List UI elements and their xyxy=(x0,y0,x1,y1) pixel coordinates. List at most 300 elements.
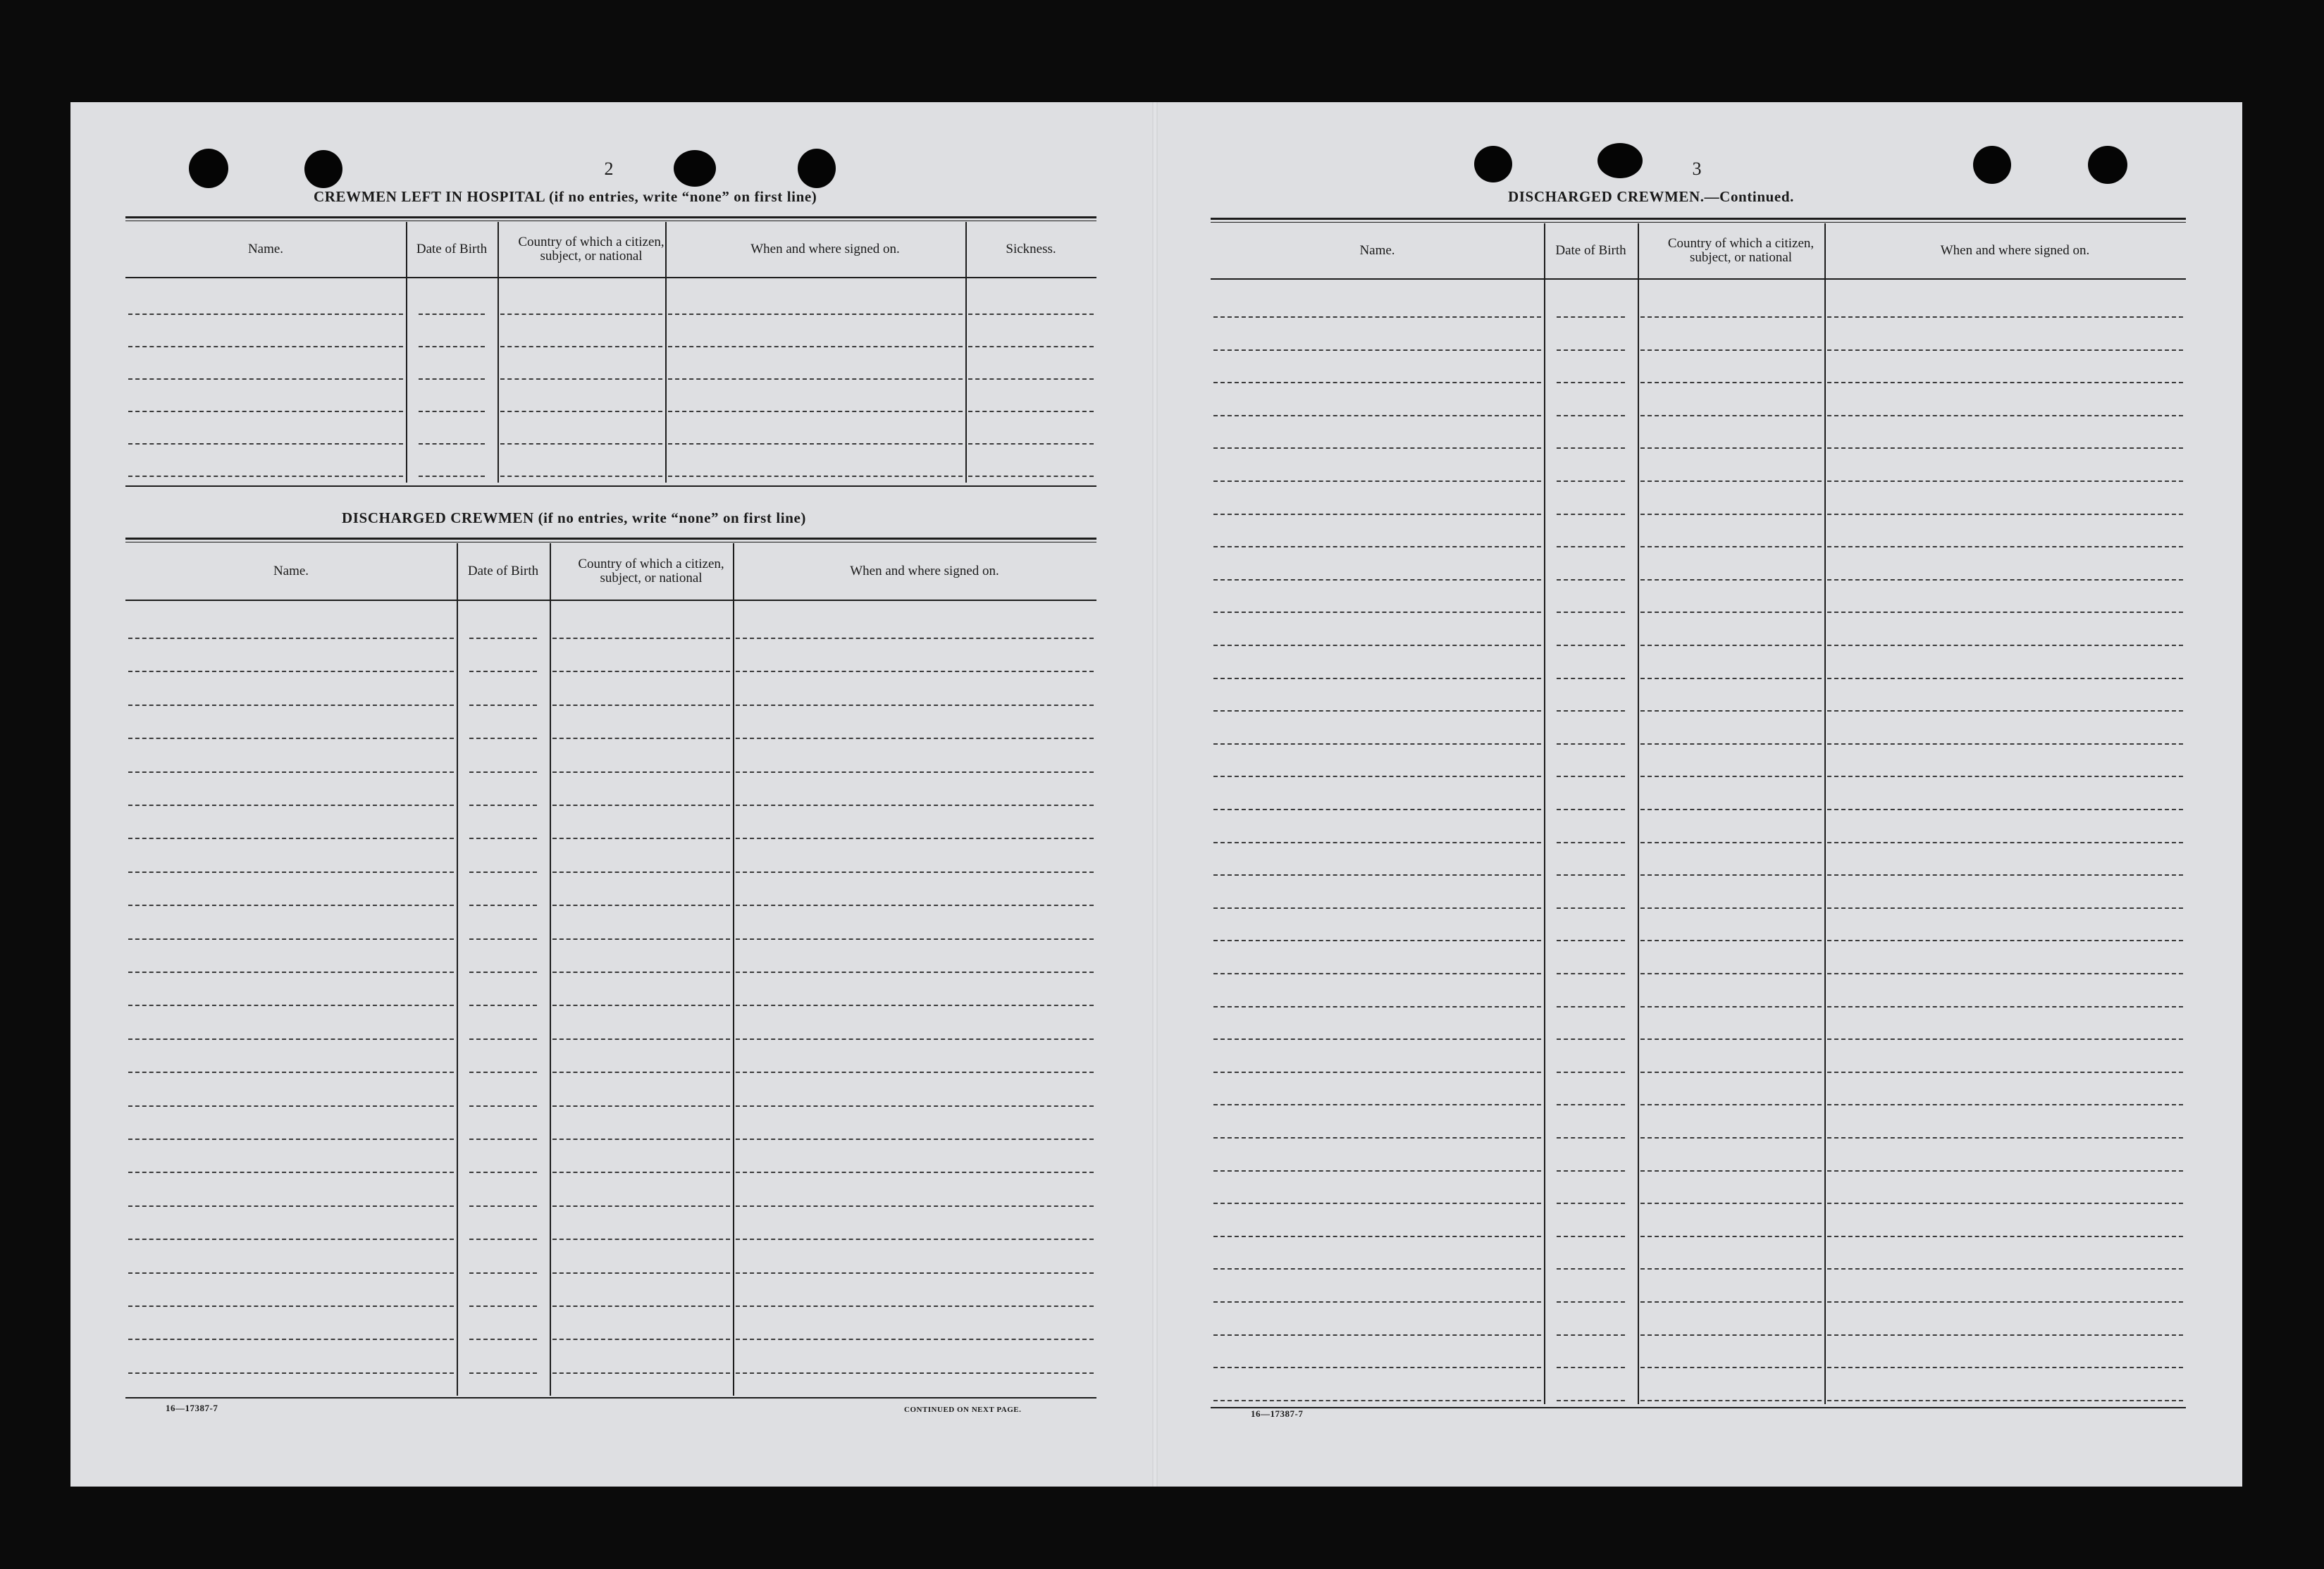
entry-line xyxy=(668,378,963,380)
entry-line xyxy=(1827,1203,2183,1204)
entry-line xyxy=(736,671,1094,672)
column-header: When and where signed on. xyxy=(1940,243,2090,258)
column-header: Country of which a citizen, subject, or national xyxy=(518,235,665,263)
form-number: 16—17387-7 xyxy=(1251,1408,1304,1419)
entry-line xyxy=(1213,1072,1541,1073)
entry-line xyxy=(968,476,1094,477)
entry-line xyxy=(552,972,730,973)
entry-line xyxy=(1827,678,2183,679)
entry-line xyxy=(469,972,537,973)
entry-line xyxy=(1827,1038,2183,1040)
entry-line xyxy=(736,1172,1094,1173)
entry-line xyxy=(469,838,537,839)
entry-line xyxy=(1827,1137,2183,1139)
entry-line xyxy=(1557,514,1625,515)
entry-line xyxy=(1557,1301,1625,1303)
entry-line xyxy=(128,972,454,973)
entry-line xyxy=(1640,1268,1822,1270)
entry-line xyxy=(1213,1236,1541,1237)
entry-line xyxy=(1557,1072,1625,1073)
entry-line xyxy=(128,1038,454,1040)
entry-line xyxy=(1827,874,2183,876)
entry-line xyxy=(1640,1203,1822,1204)
document-spread xyxy=(70,102,2242,1487)
entry-line xyxy=(1827,1334,2183,1336)
entry-line xyxy=(128,872,454,873)
entry-line xyxy=(1640,907,1822,909)
entry-line xyxy=(1557,1104,1625,1105)
continued-section-title: DISCHARGED CREWMEN.—Continued. xyxy=(1508,188,1794,205)
entry-line xyxy=(469,1205,537,1207)
entry-line xyxy=(128,1005,454,1006)
entry-line xyxy=(1640,1104,1822,1105)
entry-line xyxy=(128,805,454,806)
entry-line xyxy=(552,838,730,839)
entry-line xyxy=(1827,612,2183,613)
entry-line xyxy=(1640,1038,1822,1040)
entry-line xyxy=(1213,678,1541,679)
entry-line xyxy=(968,411,1094,412)
entry-line xyxy=(1557,1038,1625,1040)
entry-line xyxy=(1827,710,2183,712)
entry-line xyxy=(469,872,537,873)
entry-line xyxy=(1557,1137,1625,1139)
entry-line xyxy=(469,805,537,806)
entry-line xyxy=(1557,907,1625,909)
entry-line xyxy=(1213,480,1541,482)
entry-line xyxy=(1827,907,2183,909)
entry-line xyxy=(1557,447,1625,449)
column-header: Name. xyxy=(1359,243,1395,258)
entry-line xyxy=(736,705,1094,706)
entry-line xyxy=(1213,1334,1541,1336)
entry-line xyxy=(469,1272,537,1274)
entry-line xyxy=(1557,1334,1625,1336)
entry-line xyxy=(1640,1400,1822,1401)
entry-line xyxy=(1640,1137,1822,1139)
form-number: 16—17387-7 xyxy=(166,1403,218,1413)
entry-line xyxy=(1557,546,1625,547)
entry-line xyxy=(552,1072,730,1073)
entry-line xyxy=(736,1239,1094,1240)
entry-line xyxy=(552,938,730,940)
entry-line xyxy=(128,1372,454,1374)
entry-line xyxy=(128,938,454,940)
entry-line xyxy=(1827,579,2183,581)
entry-line xyxy=(552,638,730,639)
entry-line xyxy=(128,1239,454,1240)
entry-line xyxy=(469,671,537,672)
entry-line xyxy=(1213,1301,1541,1303)
column-header: When and where signed on. xyxy=(850,564,999,578)
entry-line xyxy=(1640,940,1822,941)
entry-line xyxy=(1827,645,2183,646)
entry-line xyxy=(552,872,730,873)
column-header: Date of Birth xyxy=(416,242,488,256)
punch-hole xyxy=(1597,143,1643,178)
entry-line xyxy=(1640,1170,1822,1172)
entry-line xyxy=(1213,514,1541,515)
entry-line xyxy=(1557,415,1625,416)
entry-line xyxy=(736,805,1094,806)
hospital-section-title: CREWMEN LEFT IN HOSPITAL (if no entries, write “none” on first line) xyxy=(314,188,817,205)
entry-line xyxy=(736,1205,1094,1207)
entry-line xyxy=(736,1105,1094,1107)
entry-line xyxy=(1557,579,1625,581)
entry-line xyxy=(736,838,1094,839)
entry-line xyxy=(1213,1006,1541,1007)
entry-line xyxy=(552,771,730,773)
entry-line xyxy=(128,378,403,380)
entry-line xyxy=(469,1038,537,1040)
entry-line xyxy=(1827,1400,2183,1401)
entry-line xyxy=(736,1005,1094,1006)
entry-line xyxy=(128,314,403,315)
table-bottom-rule xyxy=(125,1397,1096,1399)
entry-line xyxy=(1827,546,2183,547)
entry-line xyxy=(1213,447,1541,449)
entry-line xyxy=(1557,1203,1625,1204)
continued-note: CONTINUED ON NEXT PAGE. xyxy=(904,1406,1022,1414)
entry-line xyxy=(552,705,730,706)
entry-line xyxy=(552,1272,730,1274)
right-page xyxy=(1156,102,2242,1487)
entry-line xyxy=(736,638,1094,639)
entry-line xyxy=(736,738,1094,739)
entry-line xyxy=(1213,316,1541,318)
column-divider xyxy=(550,543,551,1396)
entry-line xyxy=(1213,1367,1541,1368)
entry-line xyxy=(668,476,963,477)
entry-line xyxy=(736,1372,1094,1374)
column-header: Country of which a citizen, subject, or national xyxy=(578,557,724,585)
header-rule xyxy=(125,277,1096,278)
entry-line xyxy=(736,1139,1094,1140)
entry-line xyxy=(1827,1367,2183,1368)
entry-line xyxy=(1557,743,1625,745)
entry-line xyxy=(128,671,454,672)
entry-line xyxy=(1213,579,1541,581)
entry-line xyxy=(1640,415,1822,416)
entry-line xyxy=(552,1172,730,1173)
entry-line xyxy=(736,1038,1094,1040)
punch-hole xyxy=(189,149,228,188)
entry-line xyxy=(1827,973,2183,974)
entry-line xyxy=(1557,842,1625,843)
entry-line xyxy=(500,476,662,477)
entry-line xyxy=(1640,612,1822,613)
punch-hole xyxy=(798,149,836,188)
entry-line xyxy=(1827,809,2183,810)
entry-line xyxy=(1213,809,1541,810)
entry-line xyxy=(552,1205,730,1207)
entry-line xyxy=(1827,382,2183,383)
entry-line xyxy=(128,771,454,773)
entry-line xyxy=(128,1306,454,1307)
entry-line xyxy=(1827,1104,2183,1105)
punch-hole xyxy=(1474,146,1512,182)
entry-line xyxy=(1213,1400,1541,1401)
entry-line xyxy=(1213,382,1541,383)
entry-line xyxy=(128,411,403,412)
entry-line xyxy=(668,411,963,412)
entry-line xyxy=(419,411,485,412)
column-header: Country of which a citizen, subject, or national xyxy=(1667,236,1815,265)
discharged-section-title: DISCHARGED CREWMEN (if no entries, write “none” on first line) xyxy=(342,509,806,526)
entry-line xyxy=(552,671,730,672)
entry-line xyxy=(469,1072,537,1073)
entry-line xyxy=(552,738,730,739)
entry-line xyxy=(1640,874,1822,876)
entry-line xyxy=(1557,678,1625,679)
entry-line xyxy=(552,905,730,906)
entry-line xyxy=(128,1139,454,1140)
entry-line xyxy=(1640,1367,1822,1368)
entry-line xyxy=(1640,382,1822,383)
entry-line xyxy=(1827,316,2183,318)
entry-line xyxy=(469,1239,537,1240)
entry-line xyxy=(128,738,454,739)
entry-line xyxy=(1213,940,1541,941)
entry-line xyxy=(552,805,730,806)
entry-line xyxy=(1213,1038,1541,1040)
column-header: Name. xyxy=(273,564,309,578)
entry-line xyxy=(1557,1170,1625,1172)
entry-line xyxy=(128,1272,454,1274)
entry-line xyxy=(1827,514,2183,515)
entry-line xyxy=(1640,480,1822,482)
entry-line xyxy=(469,1139,537,1140)
entry-line xyxy=(552,1038,730,1040)
entry-line xyxy=(552,1239,730,1240)
entry-line xyxy=(128,1172,454,1173)
entry-line xyxy=(1557,940,1625,941)
table-top-rule xyxy=(125,538,1096,540)
entry-line xyxy=(552,1306,730,1307)
entry-line xyxy=(128,1105,454,1107)
entry-line xyxy=(1827,349,2183,351)
entry-line xyxy=(1640,1334,1822,1336)
entry-line xyxy=(1640,447,1822,449)
page-number: 3 xyxy=(1692,159,1702,179)
punch-hole xyxy=(304,150,342,188)
entry-line xyxy=(1557,1268,1625,1270)
entry-line xyxy=(469,638,537,639)
table-top-rule xyxy=(1211,222,2186,223)
table-bottom-rule xyxy=(125,485,1096,487)
entry-line xyxy=(736,771,1094,773)
entry-line xyxy=(736,1306,1094,1307)
entry-line xyxy=(736,1072,1094,1073)
entry-line xyxy=(968,314,1094,315)
entry-line xyxy=(128,476,403,477)
entry-line xyxy=(469,705,537,706)
entry-line xyxy=(1827,480,2183,482)
left-page xyxy=(70,102,1156,1487)
entry-line xyxy=(1640,710,1822,712)
entry-line xyxy=(1640,349,1822,351)
punch-hole xyxy=(2088,146,2127,184)
punch-hole xyxy=(1973,146,2011,184)
entry-line xyxy=(552,1105,730,1107)
entry-line xyxy=(500,411,662,412)
entry-line xyxy=(968,443,1094,445)
column-header: Name. xyxy=(247,242,284,256)
entry-line xyxy=(1557,612,1625,613)
entry-line xyxy=(1640,1072,1822,1073)
entry-line xyxy=(1827,1006,2183,1007)
entry-line xyxy=(1213,546,1541,547)
entry-line xyxy=(1827,447,2183,449)
entry-line xyxy=(1557,1236,1625,1237)
entry-line xyxy=(1213,776,1541,777)
entry-line xyxy=(1640,316,1822,318)
entry-line xyxy=(1213,1203,1541,1204)
entry-line xyxy=(128,638,454,639)
entry-line xyxy=(128,705,454,706)
entry-line xyxy=(419,378,485,380)
entry-line xyxy=(1557,710,1625,712)
entry-line xyxy=(1557,776,1625,777)
entry-line xyxy=(1640,514,1822,515)
entry-line xyxy=(668,314,963,315)
entry-line xyxy=(1213,874,1541,876)
column-divider xyxy=(1824,223,1826,1404)
entry-line xyxy=(500,314,662,315)
entry-line xyxy=(128,838,454,839)
column-divider xyxy=(1544,223,1545,1404)
entry-line xyxy=(1557,973,1625,974)
entry-line xyxy=(469,1172,537,1173)
entry-line xyxy=(1557,382,1625,383)
entry-line xyxy=(469,1306,537,1307)
entry-line xyxy=(128,1205,454,1207)
entry-line xyxy=(469,1005,537,1006)
header-rule xyxy=(1211,278,2186,280)
entry-line xyxy=(1640,1236,1822,1237)
entry-line xyxy=(1827,1268,2183,1270)
entry-line xyxy=(469,1105,537,1107)
header-rule xyxy=(125,600,1096,601)
entry-line xyxy=(469,938,537,940)
table-bottom-rule xyxy=(1211,1407,2186,1408)
entry-line xyxy=(968,346,1094,347)
entry-line xyxy=(736,905,1094,906)
entry-line xyxy=(552,1372,730,1374)
entry-line xyxy=(1640,1006,1822,1007)
entry-line xyxy=(469,1339,537,1340)
entry-line xyxy=(419,443,485,445)
entry-line xyxy=(469,738,537,739)
entry-line xyxy=(1557,316,1625,318)
entry-line xyxy=(1213,973,1541,974)
punch-hole xyxy=(674,150,716,187)
entry-line xyxy=(736,972,1094,973)
entry-line xyxy=(1640,776,1822,777)
entry-line xyxy=(128,905,454,906)
column-divider xyxy=(457,543,458,1396)
entry-line xyxy=(1640,645,1822,646)
page-number: 2 xyxy=(604,159,614,179)
entry-line xyxy=(1213,1137,1541,1139)
entry-line xyxy=(1213,1170,1541,1172)
entry-line xyxy=(1557,1006,1625,1007)
entry-line xyxy=(1557,1367,1625,1368)
entry-line xyxy=(1640,842,1822,843)
entry-line xyxy=(500,378,662,380)
entry-line xyxy=(552,1339,730,1340)
entry-line xyxy=(128,443,403,445)
entry-line xyxy=(1640,973,1822,974)
entry-line xyxy=(1827,743,2183,745)
entry-line xyxy=(552,1005,730,1006)
column-header: When and where signed on. xyxy=(750,242,900,256)
entry-line xyxy=(1557,809,1625,810)
entry-line xyxy=(419,476,485,477)
entry-line xyxy=(1213,907,1541,909)
column-divider xyxy=(1638,223,1639,1404)
entry-line xyxy=(1640,809,1822,810)
entry-line xyxy=(469,771,537,773)
entry-line xyxy=(469,905,537,906)
entry-line xyxy=(128,1072,454,1073)
entry-line xyxy=(128,346,403,347)
entry-line xyxy=(500,346,662,347)
entry-line xyxy=(128,1339,454,1340)
entry-line xyxy=(1213,842,1541,843)
entry-line xyxy=(1640,743,1822,745)
entry-line xyxy=(1557,874,1625,876)
entry-line xyxy=(736,938,1094,940)
entry-line xyxy=(552,1139,730,1140)
entry-line xyxy=(1213,349,1541,351)
entry-line xyxy=(1213,743,1541,745)
column-divider xyxy=(733,543,734,1396)
entry-line xyxy=(1213,415,1541,416)
entry-line xyxy=(736,1339,1094,1340)
entry-line xyxy=(1213,645,1541,646)
entry-line xyxy=(1827,1236,2183,1237)
column-header: Date of Birth xyxy=(467,564,539,578)
entry-line xyxy=(1213,1268,1541,1270)
entry-line xyxy=(1827,940,2183,941)
entry-line xyxy=(1827,1072,2183,1073)
entry-line xyxy=(736,872,1094,873)
entry-line xyxy=(500,443,662,445)
column-header: Sickness. xyxy=(1006,242,1056,256)
entry-line xyxy=(1213,710,1541,712)
entry-line xyxy=(968,378,1094,380)
entry-line xyxy=(1557,645,1625,646)
entry-line xyxy=(1640,579,1822,581)
entry-line xyxy=(1640,678,1822,679)
entry-line xyxy=(469,1372,537,1374)
entry-line xyxy=(668,443,963,445)
entry-line xyxy=(419,346,485,347)
entry-line xyxy=(1640,1301,1822,1303)
entry-line xyxy=(1640,546,1822,547)
table-top-rule xyxy=(1211,218,2186,220)
entry-line xyxy=(1827,415,2183,416)
entry-line xyxy=(1827,1170,2183,1172)
table-top-rule xyxy=(125,216,1096,218)
entry-line xyxy=(1557,480,1625,482)
entry-line xyxy=(1557,349,1625,351)
entry-line xyxy=(1827,1301,2183,1303)
entry-line xyxy=(1213,1104,1541,1105)
column-header: Date of Birth xyxy=(1555,243,1626,258)
entry-line xyxy=(419,314,485,315)
